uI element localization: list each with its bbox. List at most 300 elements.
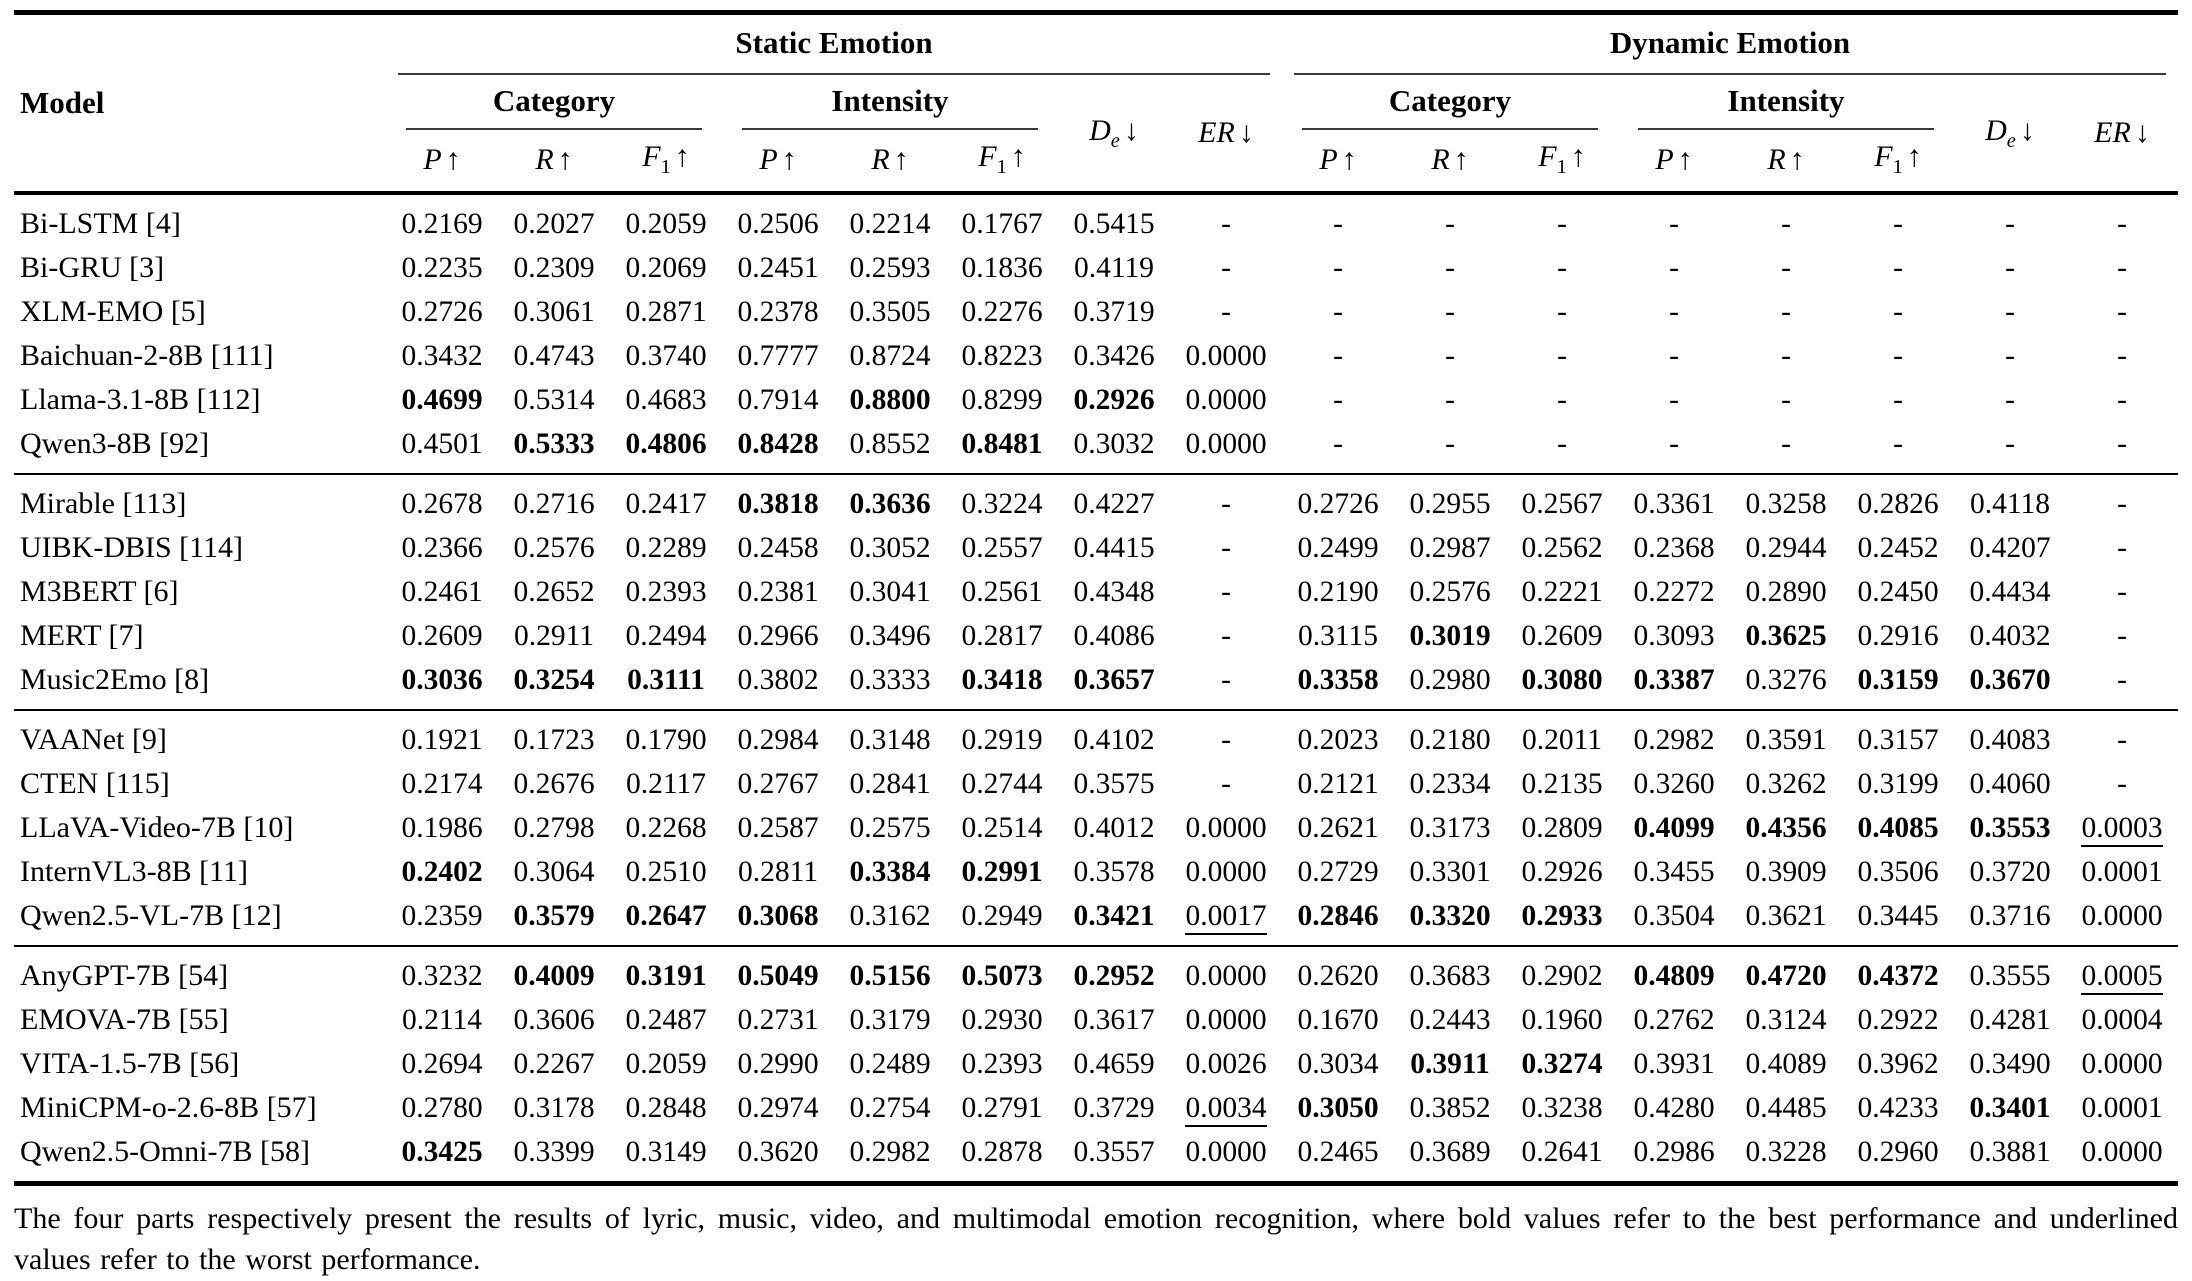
metric-cell	[498, 474, 610, 526]
metric-cell	[1842, 378, 1954, 422]
metric-cell	[1058, 246, 1170, 290]
metric-value: -	[1221, 487, 1231, 520]
metric-cell	[1954, 806, 2066, 850]
column-header-dynamic-de	[1954, 75, 2066, 193]
metric-value: 0.4280	[1633, 1091, 1715, 1124]
metric-cell	[1282, 850, 1394, 894]
table-row	[14, 422, 2178, 474]
metric-value: 0.3050	[1297, 1091, 1379, 1124]
metric-cell	[834, 526, 946, 570]
metric-cell	[610, 246, 722, 290]
metric-cell	[1618, 378, 1730, 422]
metric-cell	[1058, 614, 1170, 658]
metric-cell	[1058, 378, 1170, 422]
metric-cell	[1954, 570, 2066, 614]
table-header	[14, 13, 2178, 194]
metric-cell	[1394, 378, 1506, 422]
metric-cell	[1058, 1130, 1170, 1184]
metric-cell	[1842, 614, 1954, 658]
metric-cell	[1170, 850, 1282, 894]
metric-value: 0.2465	[1297, 1135, 1379, 1168]
metric-value: 0.3931	[1633, 1047, 1715, 1080]
metric-value: 0.3455	[1633, 855, 1715, 888]
metric-cell	[722, 894, 834, 946]
metric-value: -	[1221, 295, 1231, 328]
metric-cell	[1730, 290, 1842, 334]
metric-value: 0.2169	[401, 207, 483, 240]
metric-value: 0.2575	[849, 811, 931, 844]
metric-cell	[1506, 422, 1618, 474]
metric-cell	[1730, 1130, 1842, 1184]
metric-value: 0.8552	[849, 427, 931, 460]
metric-cell	[2066, 946, 2178, 998]
metric-value: 0.8800	[849, 383, 931, 416]
metric-cell	[1954, 378, 2066, 422]
column-header-static-er	[1170, 75, 1282, 193]
metric-cell	[1842, 1130, 1954, 1184]
metric-value: 0.3575	[1073, 767, 1155, 800]
metric-value: 0.2450	[1857, 575, 1939, 608]
metric-value: 0.3445	[1857, 899, 1939, 932]
metric-value: -	[1221, 663, 1231, 696]
metric-cell	[1058, 710, 1170, 762]
metric-cell	[946, 193, 1058, 246]
metric-cell	[2066, 998, 2178, 1042]
metric-value: 0.2368	[1633, 531, 1715, 564]
metric-value: -	[1557, 295, 1567, 328]
metric-cell	[1282, 570, 1394, 614]
metric-value: 0.8724	[849, 339, 931, 372]
metric-cell	[2066, 422, 2178, 474]
table-row	[14, 290, 2178, 334]
metric-value: 0.2443	[1409, 1003, 1491, 1036]
metric-value: 0.2922	[1857, 1003, 1939, 1036]
metric-cell	[946, 246, 1058, 290]
metric-value: -	[1445, 251, 1455, 284]
metric-cell	[1618, 1130, 1730, 1184]
metric-cell	[2066, 614, 2178, 658]
metric-cell	[1394, 570, 1506, 614]
metric-cell	[722, 334, 834, 378]
metric-value: 0.5333	[513, 427, 595, 460]
metric-cell	[1282, 806, 1394, 850]
metric-cell	[1730, 334, 1842, 378]
metric-value: 0.2990	[737, 1047, 819, 1080]
column-header-r: R ↑	[535, 142, 573, 176]
column-header-dynamic-category	[1282, 75, 1618, 130]
table-group-video	[14, 710, 2178, 946]
metric-cell	[1730, 614, 1842, 658]
metric-cell	[1842, 762, 1954, 806]
metric-cell	[2066, 850, 2178, 894]
metric-value: 0.2461	[401, 575, 483, 608]
metric-value: 0.3625	[1745, 619, 1827, 652]
metric-value: 0.2652	[513, 575, 595, 608]
metric-cell	[2066, 290, 2178, 334]
metric-cell	[834, 998, 946, 1042]
metric-value: 0.2911	[513, 619, 595, 652]
metric-cell	[1954, 894, 2066, 946]
metric-cell	[2066, 806, 2178, 850]
metric-value: 0.3041	[849, 575, 931, 608]
metric-value: -	[1669, 251, 1679, 284]
metric-cell	[386, 1086, 498, 1130]
metric-cell	[722, 850, 834, 894]
metric-cell	[946, 850, 1058, 894]
column-header-static-intensity	[722, 75, 1058, 130]
metric-value: -	[1669, 427, 1679, 460]
metric-value: 0.1723	[513, 723, 595, 756]
metric-cell	[722, 246, 834, 290]
metric-value: -	[2117, 383, 2127, 416]
metric-cell	[1394, 193, 1506, 246]
metric-value: 0.0001	[2081, 1091, 2163, 1124]
metric-value: 0.8481	[961, 427, 1043, 460]
metric-value: 0.2557	[961, 531, 1043, 564]
model-name: AnyGPT-7B [54]	[20, 959, 229, 992]
metric-cell	[610, 806, 722, 850]
metric-value: 0.2817	[961, 619, 1043, 652]
metric-cell	[1058, 526, 1170, 570]
metric-value: 0.1790	[625, 723, 707, 756]
table-row	[14, 946, 2178, 998]
metric-cell	[1282, 1086, 1394, 1130]
up-arrow-icon: ↑	[893, 142, 909, 176]
metric-value: 0.2452	[1857, 531, 1939, 564]
metric-value: 0.2780	[401, 1091, 483, 1124]
metric-cell	[386, 806, 498, 850]
metric-value: 0.0003	[2081, 812, 2162, 847]
metric-cell	[1618, 422, 1730, 474]
column-header-dynamic-er	[2066, 75, 2178, 193]
up-arrow-icon: ↑	[1677, 142, 1693, 176]
metric-value: 0.2499	[1297, 531, 1379, 564]
metric-value: 0.2744	[961, 767, 1043, 800]
metric-value: 0.3320	[1409, 899, 1491, 932]
metric-cell	[386, 474, 498, 526]
results-table	[14, 10, 2178, 1186]
metric-value: 0.0001	[2081, 855, 2163, 888]
metric-cell	[1058, 998, 1170, 1042]
metric-cell	[498, 422, 610, 474]
metric-value: 0.3578	[1073, 855, 1155, 888]
metric-value: -	[1893, 383, 1903, 416]
metric-value: 0.2393	[625, 575, 707, 608]
metric-value: -	[1221, 251, 1231, 284]
metric-value: 0.8428	[737, 427, 819, 460]
metric-cell	[1954, 946, 2066, 998]
metric-value: 0.3670	[1969, 663, 2051, 696]
metric-value: 0.3621	[1745, 899, 1827, 932]
metric-value: 0.4118	[1969, 487, 2051, 520]
metric-cell	[1282, 1042, 1394, 1086]
metric-value: 0.5156	[849, 959, 931, 992]
metric-value: 0.3818	[737, 487, 819, 520]
metric-cell	[1170, 526, 1282, 570]
column-header-f1: $F_1$ ↑	[1538, 140, 1586, 178]
metric-cell	[1954, 193, 2066, 246]
model-name: Qwen3-8B [92]	[20, 427, 210, 460]
metric-value: 0.3881	[1969, 1135, 2051, 1168]
metric-value: 0.3159	[1857, 663, 1939, 696]
metric-cell	[722, 290, 834, 334]
metric-value: 0.2359	[401, 899, 483, 932]
metric-value: 0.2334	[1409, 767, 1491, 800]
metric-cell	[946, 658, 1058, 710]
down-arrow-icon: ↓	[2134, 116, 2150, 149]
metric-value: 0.2190	[1297, 575, 1379, 608]
metric-value: 0.3553	[1969, 811, 2051, 844]
metric-value: 0.3852	[1409, 1091, 1491, 1124]
metric-value: 0.8299	[961, 383, 1043, 416]
metric-cell	[946, 894, 1058, 946]
table-row	[14, 806, 2178, 850]
metric-cell	[2066, 1130, 2178, 1184]
metric-cell	[1730, 1086, 1842, 1130]
metric-value: 0.2916	[1857, 619, 1939, 652]
metric-cell	[498, 570, 610, 614]
metric-cell	[834, 193, 946, 246]
metric-value: 0.3401	[1969, 1091, 2051, 1124]
metric-cell	[1954, 614, 2066, 658]
column-header-f1: $F_1$ ↑	[642, 140, 690, 178]
table-row	[14, 850, 2178, 894]
metric-value: 0.2949	[961, 899, 1043, 932]
metric-value: 0.4119	[1073, 251, 1155, 284]
metric-cell	[386, 946, 498, 998]
metric-cell	[1618, 290, 1730, 334]
metric-cell	[498, 614, 610, 658]
metric-cell	[610, 710, 722, 762]
metric-cell	[722, 806, 834, 850]
metric-cell	[722, 1130, 834, 1184]
metric-value: 0.3032	[1073, 427, 1155, 460]
column-header-static-de	[1058, 75, 1170, 193]
metric-value: 0.4012	[1073, 811, 1155, 844]
metric-value: -	[1445, 339, 1455, 372]
metric-value: 0.2221	[1521, 575, 1603, 608]
metric-cell	[386, 1042, 498, 1086]
metric-value: 0.2011	[1521, 723, 1603, 756]
metric-value: 0.3191	[625, 959, 707, 992]
metric-cell	[946, 474, 1058, 526]
dynamic-emotion-label: Dynamic Emotion	[1294, 15, 2166, 75]
model-name: Baichuan-2-8B [111]	[20, 339, 274, 372]
metric-value: 0.3064	[513, 855, 595, 888]
up-arrow-icon: ↑	[557, 142, 573, 176]
metric-value: 0.2731	[737, 1003, 819, 1036]
metric-cell	[386, 710, 498, 762]
metric-value: 0.2272	[1633, 575, 1715, 608]
metric-value: 0.3802	[737, 663, 819, 696]
metric-cell	[946, 378, 1058, 422]
metric-cell	[1842, 334, 1954, 378]
metric-cell	[946, 334, 1058, 378]
up-arrow-icon: ↑	[1341, 142, 1357, 176]
metric-cell	[1842, 998, 1954, 1042]
metric-cell	[1394, 946, 1506, 998]
metric-value: 0.2726	[401, 295, 483, 328]
metric-cell	[1954, 998, 2066, 1042]
metric-value: 0.3224	[961, 487, 1043, 520]
metric-value: -	[1893, 339, 1903, 372]
metric-value: 0.3617	[1073, 1003, 1155, 1036]
metric-cell	[946, 570, 1058, 614]
metric-value: 0.2848	[625, 1091, 707, 1124]
metric-value: 0.2767	[737, 767, 819, 800]
metric-cell	[834, 474, 946, 526]
metric-value: 0.3179	[849, 1003, 931, 1036]
metric-cell	[1618, 998, 1730, 1042]
metric-value: 0.3258	[1745, 487, 1827, 520]
metric-value: 0.3909	[1745, 855, 1827, 888]
metric-cell	[1506, 806, 1618, 850]
metric-value: 0.3740	[625, 339, 707, 372]
table-row	[14, 614, 2178, 658]
metric-value: 0.4720	[1745, 959, 1827, 992]
metric-cell	[1506, 946, 1618, 998]
model-name: EMOVA-7B [55]	[20, 1003, 229, 1036]
metric-cell	[1730, 570, 1842, 614]
metric-value: -	[1781, 207, 1791, 240]
metric-cell	[1730, 1042, 1842, 1086]
metric-cell	[1170, 1086, 1282, 1130]
metric-value: 0.3254	[513, 663, 595, 696]
metric-cell	[1058, 334, 1170, 378]
metric-cell	[1394, 762, 1506, 806]
metric-value: 0.7914	[737, 383, 819, 416]
metric-cell	[498, 378, 610, 422]
table-row	[14, 1130, 2178, 1184]
metric-value: -	[1221, 575, 1231, 608]
metric-value: 0.3093	[1633, 619, 1715, 652]
metric-cell	[946, 526, 1058, 570]
metric-value: -	[2117, 619, 2127, 652]
metric-cell	[834, 290, 946, 334]
metric-value: 0.2609	[1521, 619, 1603, 652]
metric-cell	[1282, 290, 1394, 334]
metric-value: 0.3052	[849, 531, 931, 564]
column-header-r: R ↑	[1431, 142, 1469, 176]
metric-cell	[1282, 378, 1394, 422]
metric-cell	[386, 378, 498, 422]
metric-value: 0.1767	[961, 207, 1043, 240]
metric-cell	[2066, 474, 2178, 526]
metric-cell	[1506, 193, 1618, 246]
model-name: VITA-1.5-7B [56]	[20, 1047, 240, 1080]
metric-cell	[1842, 658, 1954, 710]
metric-cell	[1394, 850, 1506, 894]
metric-cell	[498, 1086, 610, 1130]
metric-value: -	[1333, 339, 1343, 372]
metric-cell	[834, 1042, 946, 1086]
metric-cell	[1954, 710, 2066, 762]
down-arrow-icon: ↓	[2019, 113, 2035, 147]
de-subscript: e	[1110, 129, 1120, 152]
metric-value: 0.1960	[1521, 1003, 1603, 1036]
metric-cell	[498, 246, 610, 290]
metric-cell	[1618, 806, 1730, 850]
model-name: CTEN [115]	[20, 767, 170, 800]
metric-cell	[1394, 1042, 1506, 1086]
metric-cell	[1618, 1042, 1730, 1086]
er-symbol: ER	[2094, 116, 2131, 149]
metric-value: -	[1333, 427, 1343, 460]
metric-cell	[722, 526, 834, 570]
metric-cell	[1618, 850, 1730, 894]
metric-value: 0.3358	[1297, 663, 1379, 696]
metric-cell	[834, 1130, 946, 1184]
metric-cell	[1730, 998, 1842, 1042]
metric-value: 0.2826	[1857, 487, 1939, 520]
model-name: Mirable [113]	[20, 487, 187, 520]
metric-value: 0.0034	[1185, 1092, 1266, 1127]
metric-value: -	[2005, 339, 2015, 372]
metric-value: 0.2791	[961, 1091, 1043, 1124]
metric-value: 0.2562	[1521, 531, 1603, 564]
up-arrow-icon: ↑	[1570, 140, 1586, 173]
metric-value: 0.0000	[2081, 1047, 2163, 1080]
metric-cell	[834, 246, 946, 290]
metric-value: 0.2694	[401, 1047, 483, 1080]
metric-value: 0.3276	[1745, 663, 1827, 696]
metric-cell	[722, 658, 834, 710]
metric-cell	[610, 1042, 722, 1086]
metric-value: 0.2966	[737, 619, 819, 652]
metric-value: 0.0000	[1185, 427, 1267, 460]
table-row	[14, 894, 2178, 946]
metric-cell	[1730, 193, 1842, 246]
model-name: MiniCPM-o-2.6-8B [57]	[20, 1091, 317, 1124]
metric-cell	[610, 1086, 722, 1130]
table-row	[14, 334, 2178, 378]
metric-cell	[946, 998, 1058, 1042]
metric-value: 0.3962	[1857, 1047, 1939, 1080]
metric-cell	[386, 334, 498, 378]
metric-cell	[498, 894, 610, 946]
metric-cell	[2066, 193, 2178, 246]
metric-value: 0.2494	[625, 619, 707, 652]
metric-value: 0.2268	[625, 811, 707, 844]
metric-value: 0.2309	[513, 251, 595, 284]
de-symbol: D	[1089, 113, 1111, 147]
metric-cell	[610, 526, 722, 570]
metric-cell	[1842, 193, 1954, 246]
metric-value: 0.7777	[737, 339, 819, 372]
metric-value: 0.2955	[1409, 487, 1491, 520]
metric-cell	[1842, 850, 1954, 894]
metric-value: 0.3238	[1521, 1091, 1603, 1124]
er-symbol: ER	[1198, 116, 1235, 149]
metric-cell	[386, 193, 498, 246]
table-group-lyric	[14, 193, 2178, 474]
metric-value: 0.3505	[849, 295, 931, 328]
metric-cell	[610, 658, 722, 710]
metric-cell	[1058, 474, 1170, 526]
metric-value: 0.2620	[1297, 959, 1379, 992]
metric-cell	[1170, 474, 1282, 526]
up-arrow-icon: ↑	[781, 142, 797, 176]
metric-cell	[1058, 193, 1170, 246]
metric-cell	[1394, 526, 1506, 570]
metric-value: -	[1445, 207, 1455, 240]
metric-cell	[1618, 193, 1730, 246]
metric-cell	[1394, 422, 1506, 474]
de-symbol: D	[1985, 113, 2007, 147]
metric-cell	[1618, 570, 1730, 614]
metric-cell	[1282, 422, 1394, 474]
metric-value: 0.2871	[625, 295, 707, 328]
